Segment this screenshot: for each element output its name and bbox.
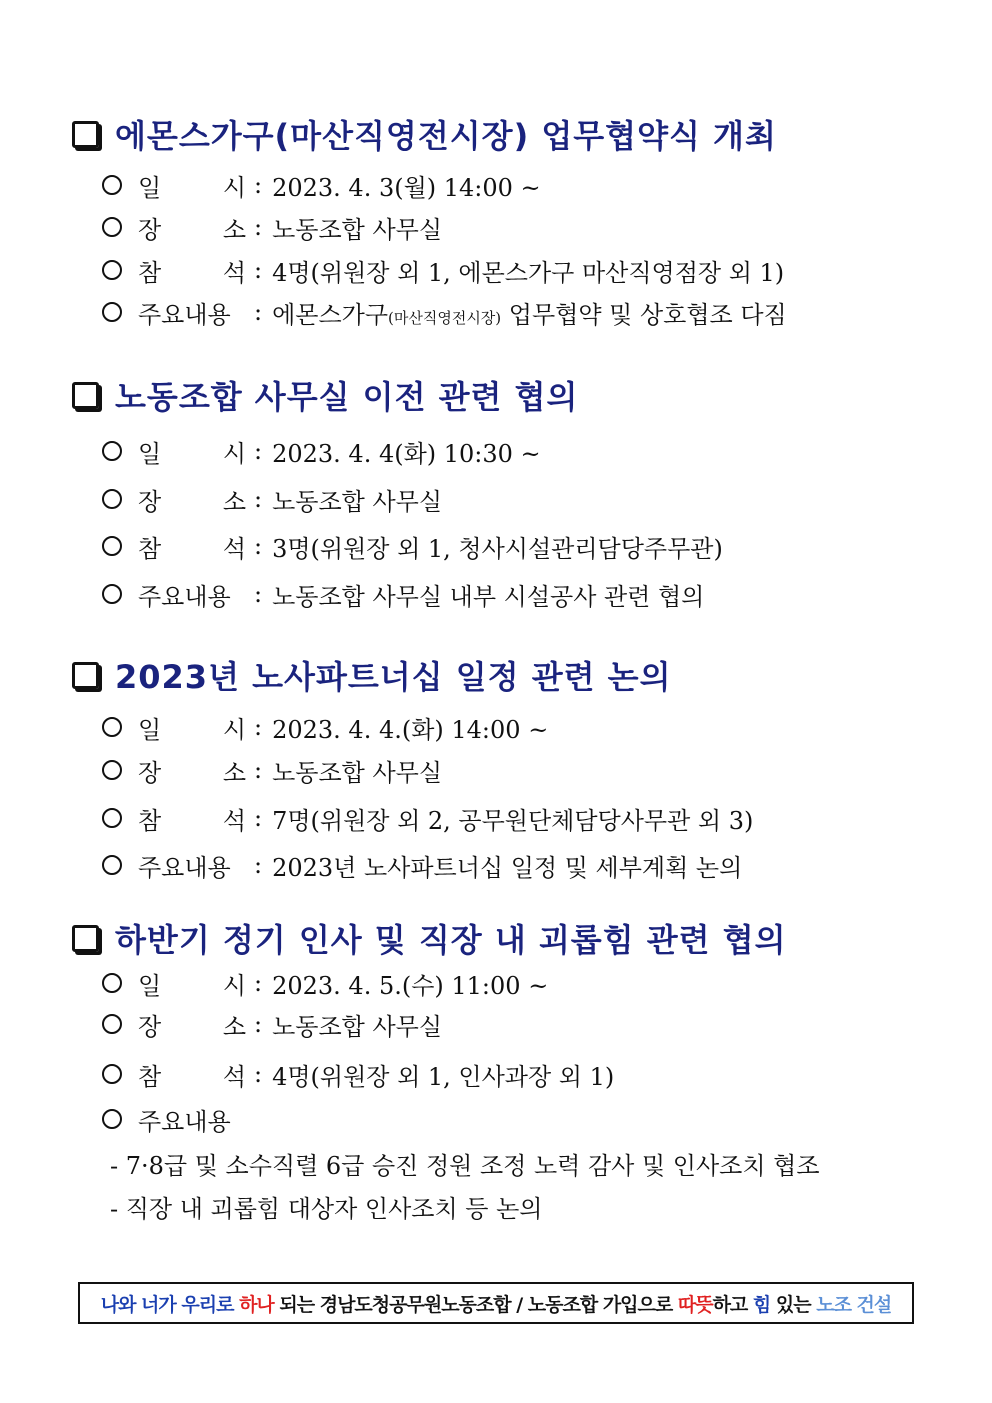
slogan-segment: 따뜻 [677,1293,713,1316]
section-4 [72,916,932,1223]
item-value: 2023. 4. 3(월) 14:00 ~ [272,173,541,202]
slogan-segment: 하나 [239,1293,274,1316]
section-1 [72,112,932,156]
circle-bullet-icon [102,973,122,993]
detail-line-2: - 직장 내 괴롭힘 대상자 인사조치 등 논의 [110,1194,543,1223]
detail-line-1: - 7·8급 및 소수직렬 6급 승진 정원 조정 노력 감사 및 인사조치 협조 [110,1151,820,1180]
item-value: 2023. 4. 5.(수) 11:00 ~ [272,971,549,1000]
circle-bullet-icon [102,808,122,828]
section-title: 하반기 정기 인사 및 직장 내 괴롭힘 관련 협의 [115,921,787,959]
circle-bullet-icon [102,217,122,237]
slogan-segment: 나와 너가 우리로 [100,1293,240,1316]
item-label: 일 시 [138,439,246,468]
circle-bullet-icon [102,1109,122,1129]
item-value: 2023년 노사파트너십 일정 및 세부계획 논의 [272,853,743,882]
item-place: 장 소 : 노동조합 사무실 [102,482,442,516]
item-value: 2023. 4. 4.(화) 14:00 ~ [272,715,549,744]
item-datetime: 일 시 : 2023. 4. 5.(수) 11:00 ~ [102,966,548,1000]
circle-bullet-icon [102,1014,122,1034]
circle-bullet-icon [102,855,122,875]
section-title-row [72,373,932,417]
slogan-segment: 힘 [752,1293,771,1316]
item-attendees: 참 석 : 4명(위원장 외 1, 에몬스가구 마산직영점장 외 1) [102,253,784,287]
item-label: 장 소 [138,215,246,244]
circle-bullet-icon [102,260,122,280]
item-place: 장 소 : 노동조합 사무실 [102,1007,442,1041]
section-title-row [72,653,932,697]
circle-bullet-icon [102,584,122,604]
item-label: 일 시 [138,715,246,744]
item-datetime: 일 시 : 2023. 4. 4.(화) 14:00 ~ [102,710,548,744]
item-attendees: 참 석 : 7명(위원장 외 2, 공무원단체담당사무관 외 3) [102,801,753,835]
item-place: 장 소 : 노동조합 사무실 [102,753,442,787]
item-content: 주요내용 : 2023년 노사파트너십 일정 및 세부계획 논의 [102,848,742,882]
item-attendees: 참 석 : 3명(위원장 외 1, 청사시설관리담당주무관) [102,529,723,563]
item-value: 7명(위원장 외 2, 공무원단체담당사무관 외 3) [272,806,754,835]
checkbox-square-icon [72,382,99,409]
circle-bullet-icon [102,1064,122,1084]
section-2 [72,373,932,611]
section-title: 노동조합 사무실 이전 관련 협의 [115,378,579,416]
item-value: 노동조합 사무실 [272,758,443,787]
item-value: 노동조합 사무실 [272,487,443,516]
circle-bullet-icon [102,302,122,322]
slogan-segment: 있는 [770,1293,817,1316]
item-content: 주요내용 : 노동조합 사무실 내부 시설공사 관련 협의 [102,577,704,611]
item-value: 4명(위원장 외 1, 인사과장 외 1) [272,1062,615,1091]
item-place: 장 소 : 노동조합 사무실 [102,210,442,244]
section-title-row [72,112,932,156]
item-content: 주요내용 : 에몬스가구(마산직영전시장) 업무협약 및 상호협조 다짐 [102,295,787,329]
item-label: 참 석 [138,1062,246,1091]
item-label: 참 석 [138,258,246,287]
item-value: 2023. 4. 4(화) 10:30 ~ [272,439,541,468]
item-label: 일 시 [138,971,246,1000]
circle-bullet-icon [102,441,122,461]
item-value: 4명(위원장 외 1, 에몬스가구 마산직영점장 외 1) [272,258,785,287]
item-label: 주요내용 [138,300,231,329]
item-label: 장 소 [138,487,246,516]
section-title: 2023년 노사파트너십 일정 관련 논의 [115,658,672,696]
item-label: 장 소 [138,1012,246,1041]
section-3 [72,653,932,882]
item-label: 일 시 [138,173,246,202]
item-label: 참 석 [138,806,246,835]
section-title: 에몬스가구(마산직영전시장) 업무협약식 개최 [115,117,777,155]
item-label: 참 석 [138,534,246,563]
item-datetime: 일 시 : 2023. 4. 4(화) 10:30 ~ [102,434,541,468]
item-label: 주요내용 [138,582,231,611]
item-value: 노동조합 사무실 [272,215,443,244]
circle-bullet-icon [102,760,122,780]
item-content [102,1102,246,1136]
item-attendees: 참 석 : 4명(위원장 외 1, 인사과장 외 1) [102,1057,614,1091]
circle-bullet-icon [102,489,122,509]
circle-bullet-icon [102,717,122,737]
section-title-row [72,916,932,960]
slogan-segment: 되는 경남도청공무원노동조합 / 노동조합 가입으로 [273,1293,678,1316]
item-label: 장 소 [138,758,246,787]
checkbox-square-icon [72,121,99,148]
item-value: 3명(위원장 외 1, 청사시설관리담당주무관) [272,534,723,563]
item-value: 에몬스가구(마산직영전시장) 업무협약 및 상호협조 다짐 [272,300,787,329]
item-label: 주요내용 [138,853,231,882]
checkbox-square-icon [72,925,99,952]
item-value: 노동조합 사무실 [272,1012,443,1041]
item-datetime: 일 시 : 2023. 4. 3(월) 14:00 ~ [102,168,541,202]
slogan-segment: 노조 건설 [816,1293,892,1316]
item-label: 주요내용 [138,1107,231,1136]
slogan-segment: 하고 [712,1293,753,1316]
circle-bullet-icon [102,536,122,556]
circle-bullet-icon [102,175,122,195]
footer-slogan [78,1282,914,1324]
checkbox-square-icon [72,662,99,689]
item-value: 노동조합 사무실 내부 시설공사 관련 협의 [272,582,705,611]
